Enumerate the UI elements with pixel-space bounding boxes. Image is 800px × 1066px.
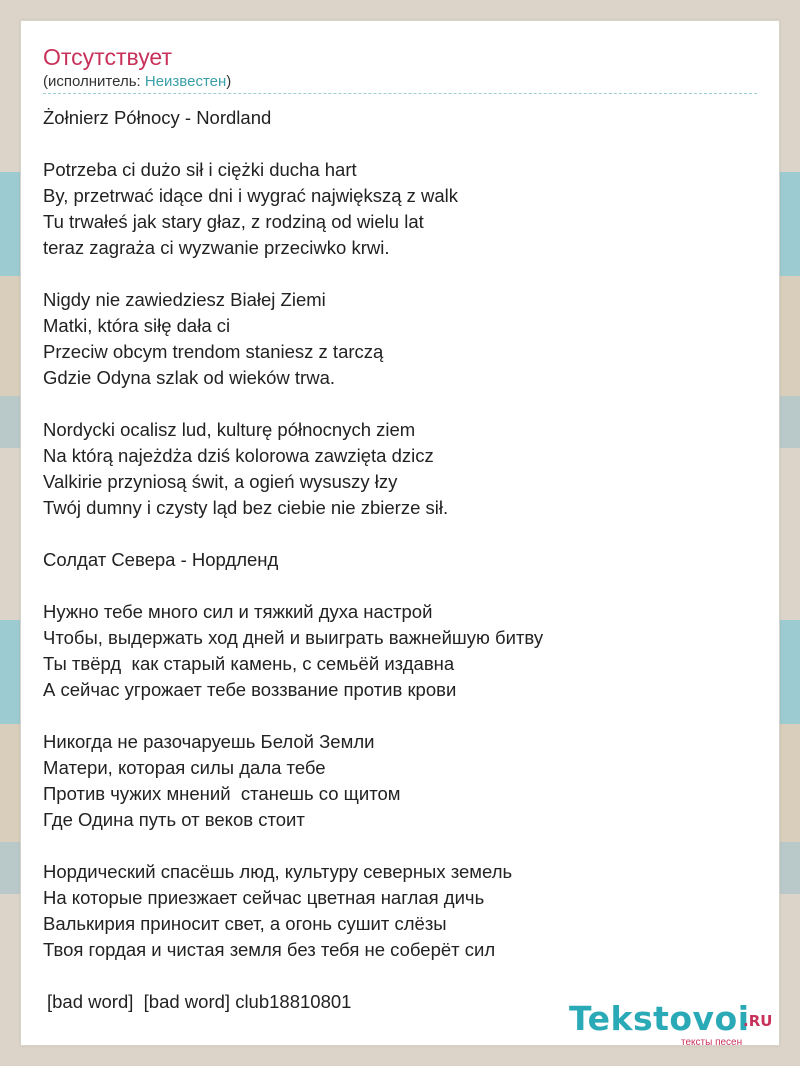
- lyrics-line: Матери, которая силы дала тебе: [43, 757, 326, 778]
- lyrics-line: By, przetrwać idące dni i wygrać największą z walk: [43, 185, 459, 206]
- lyrics-line: Нордический спасёшь люд, культуру северных земель: [43, 861, 513, 882]
- lyrics-blank-line: [43, 573, 763, 599]
- lyrics-blank-line: [43, 131, 763, 157]
- lyrics-line: Matki, która siłę dała ci: [43, 315, 231, 336]
- lyrics-blank-line: [43, 833, 763, 859]
- logo-tld: .RU: [743, 1012, 773, 1030]
- lyrics-line: Валькирия приносит свет, а огонь сушит слёзы: [43, 913, 447, 934]
- lyrics-line: Солдат Севера - Нордленд: [43, 549, 279, 570]
- lyrics-line: Gdzie Odyna szlak od wieków trwa.: [43, 367, 336, 388]
- lyrics-blank-line: [43, 703, 763, 729]
- lyrics-line: teraz zagraża ci wyzwanie przeciwko krwi.: [43, 237, 390, 258]
- lyrics-line: Никогда не разочаруешь Белой Земли: [43, 731, 375, 752]
- lyrics-line: Чтобы, выдержать ход дней и выиграть важнейшую битву: [43, 627, 544, 648]
- lyrics-line: Valkirie przyniosą świt, a ogień wysuszy łzy: [43, 471, 398, 492]
- artist-line: [43, 73, 231, 91]
- lyrics-blank-line: [43, 521, 763, 547]
- lyrics-line: Potrzeba ci dużo sił i ciężki ducha hart: [43, 159, 357, 180]
- lyrics-line: Na którą najeżdża dziś kolorowa zawzięta dzicz: [43, 445, 434, 466]
- lyrics-line: Нужно тебе много сил и тяжкий духа настрой: [43, 601, 433, 622]
- lyrics-line: Ты твёрд как старый камень, с семьёй издавна: [43, 653, 455, 674]
- logo-wordmark: Tekstovoi: [569, 999, 750, 1038]
- divider: [43, 93, 757, 94]
- lyrics-line: А сейчас угрожает тебе воззвание против крови: [43, 679, 457, 700]
- artist-prefix: (исполнитель:: [43, 73, 145, 90]
- artist-suffix: ): [226, 73, 232, 90]
- lyrics-line: На которые приезжает сейчас цветная наглая дичь: [43, 887, 485, 908]
- lyrics-line: Nigdy nie zawiedziesz Białej Ziemi: [43, 289, 326, 310]
- lyrics-line: Против чужих мнений станешь со щитом: [43, 783, 401, 804]
- lyrics-body: [43, 105, 763, 963]
- lyrics-line: Tu trwałeś jak stary głaz, z rodziną od wielu lat: [43, 211, 424, 232]
- artist-link[interactable]: Неизвестен: [144, 73, 227, 90]
- lyrics-line: Przeciw obcym trendom staniesz z tarczą: [43, 341, 384, 362]
- lyrics-line: Nordycki ocalisz lud, kulturę północnych ziem: [43, 419, 416, 440]
- site-logo[interactable]: [569, 999, 779, 1049]
- lyrics-blank-line: [43, 391, 763, 417]
- song-title: Отсутствует: [43, 44, 172, 70]
- logo-tagline: тексты песен: [681, 1037, 743, 1048]
- lyrics-footer: [bad word] [bad word] club18810801: [47, 991, 352, 1012]
- lyrics-card: [20, 20, 780, 1046]
- lyrics-line: Żołnierz Północy - Nordland: [43, 107, 272, 128]
- lyrics-blank-line: [43, 261, 763, 287]
- lyrics-line: Где Одина путь от веков стоит: [43, 809, 305, 830]
- lyrics-line: Твоя гордая и чистая земля без тебя не соберёт сил: [43, 939, 496, 960]
- lyrics-line: Twój dumny i czysty ląd bez ciebie nie zbierze sił.: [43, 497, 449, 518]
